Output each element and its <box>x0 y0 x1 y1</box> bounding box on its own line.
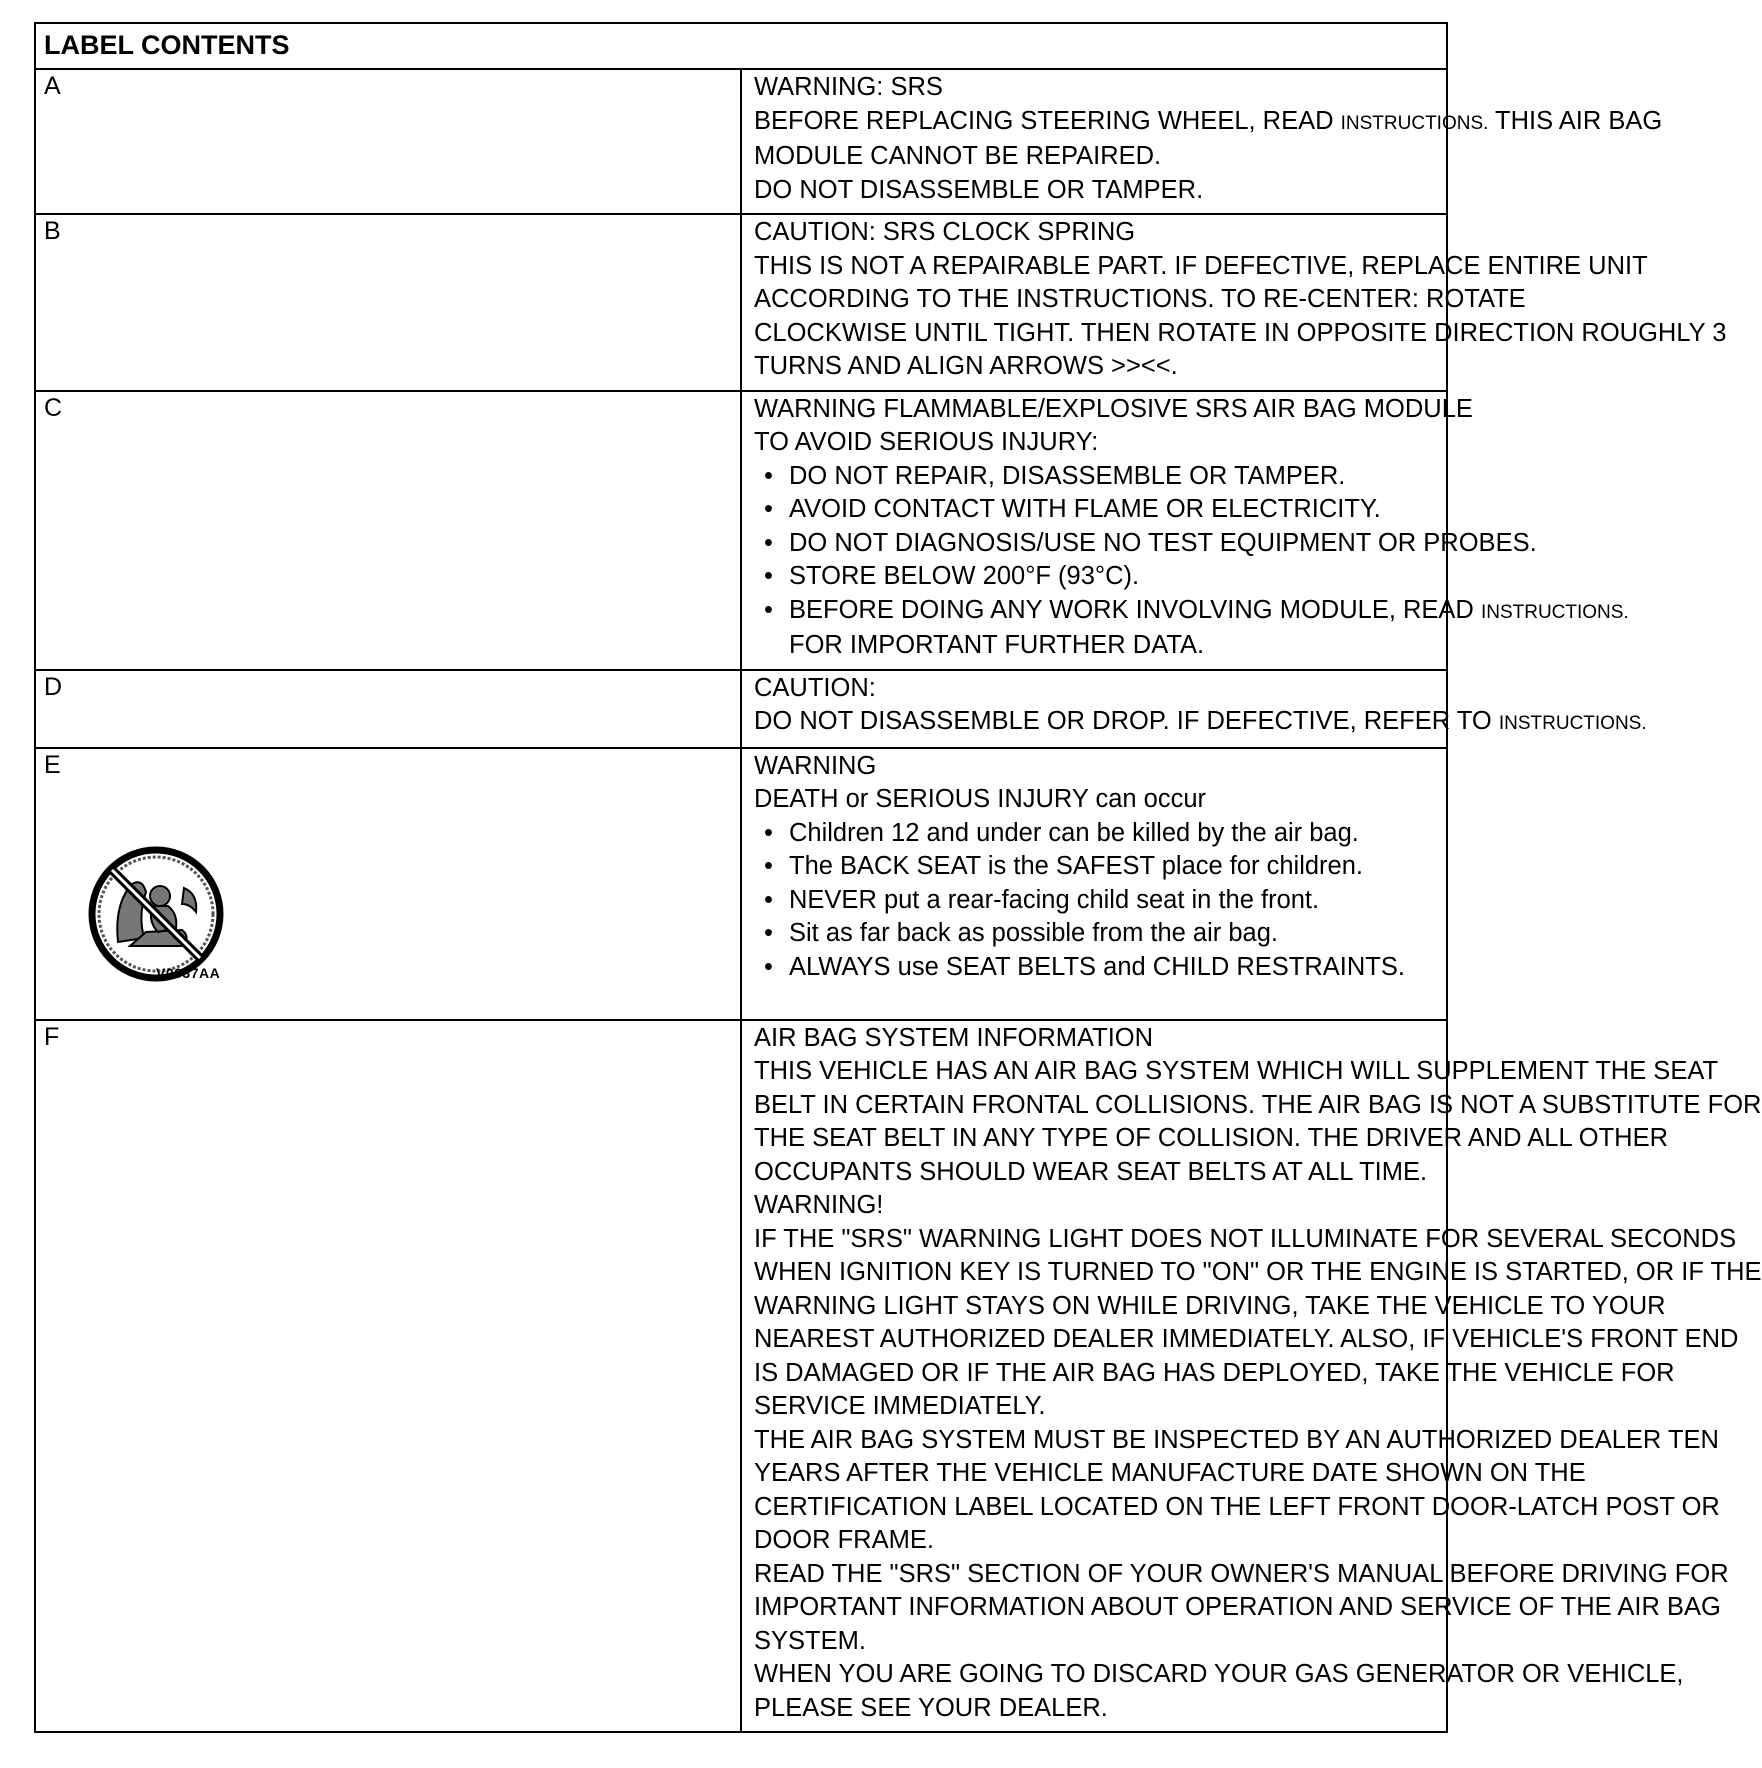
bullet-text <box>789 594 1629 630</box>
label-row-f <box>35 1020 1447 1733</box>
bullet-text: • DO NOT REPAIR, DISASSEMBLE OR TAMPER. <box>789 461 1346 490</box>
row-text <box>741 748 1447 1020</box>
text-line: WHEN IGNITION KEY IS TURNED TO "ON" OR THE ENGINE IS STARTED, OR IF THE <box>754 1258 1762 1286</box>
row-key: E <box>44 750 61 779</box>
text-line: WARNING! <box>754 1191 884 1219</box>
bullet-item <box>754 884 1436 918</box>
bullet-text: • AVOID CONTACT WITH FLAME OR ELECTRICITY. <box>789 495 1381 523</box>
label-contents-table <box>34 22 1762 1733</box>
text-line: PLEASE SEE YOUR DEALER. <box>754 1693 1108 1722</box>
text-line: WARNING LIGHT STAYS ON WHILE DRIVING, TAKE THE VEHICLE TO YOUR <box>754 1291 1666 1320</box>
bullet-item <box>754 917 1436 951</box>
bullet-item <box>754 817 1436 851</box>
label-row-e <box>35 748 1447 1020</box>
bullet-text: • STORE BELOW 200°F (93°C). <box>789 562 1140 590</box>
text-segment: DO NOT DISASSEMBLE OR DROP. IF DEFECTIVE, REFER TO <box>754 707 1499 735</box>
label-contents-document <box>34 22 1762 1733</box>
text-line: IF THE "SRS" WARNING LIGHT DOES NOT ILLUMINATE FOR SEVERAL SECONDS <box>754 1224 1737 1253</box>
bullet-text: • Children 12 and under can be killed by the air bag. <box>789 818 1359 847</box>
row-text <box>741 1020 1762 1733</box>
text-line: CLOCKWISE UNTIL TIGHT. THEN ROTATE IN OPPOSITE DIRECTION ROUGHLY 3 <box>754 318 1727 347</box>
text-line: WARNING FLAMMABLE/EXPLOSIVE SRS AIR BAG MODULE <box>754 394 1473 423</box>
text-segment: BEFORE DOING ANY WORK INVOLVING MODULE, READ <box>789 595 1481 624</box>
label-row-c <box>35 391 1447 670</box>
bullet-text: • DO NOT DIAGNOSIS/USE NO TEST EQUIPMENT OR PROBES. <box>789 528 1537 557</box>
bullet-text: FOR IMPORTANT FURTHER DATA. <box>789 631 1205 659</box>
text-line: THE SEAT BELT IN ANY TYPE OF COLLISION. THE DRIVER AND ALL OTHER <box>754 1124 1669 1152</box>
row-key: D <box>35 670 741 748</box>
text-line: YEARS AFTER THE VEHICLE MANUFACTURE DATE SHOWN ON THE <box>754 1459 1586 1487</box>
instructions-text: INSTRUCTIONS. <box>1480 601 1629 623</box>
row-text <box>741 214 1727 391</box>
text-line: TO AVOID SERIOUS INJURY: <box>754 428 1099 456</box>
text-line: THIS VEHICLE HAS AN AIR BAG SYSTEM WHICH WILL SUPPLEMENT THE SEAT <box>754 1057 1719 1085</box>
text-line: CAUTION: SRS CLOCK SPRING <box>754 218 1136 246</box>
bullet-list <box>754 460 1629 663</box>
bullet-item <box>754 527 1537 561</box>
text-line: DOOR FRAME. <box>754 1526 934 1554</box>
text-line: AIR BAG SYSTEM INFORMATION <box>754 1023 1154 1052</box>
table-header: LABEL CONTENTS <box>35 23 1447 69</box>
bullet-list <box>754 817 1436 985</box>
no-child-seat-icon <box>86 844 226 984</box>
text-line: WARNING <box>754 751 877 780</box>
row-key-with-pictogram <box>35 748 741 1020</box>
text-line: ACCORDING TO THE INSTRUCTIONS. TO RE-CENTER: ROTATE <box>754 285 1526 313</box>
text-line: THE AIR BAG SYSTEM MUST BE INSPECTED BY AN AUTHORIZED DEALER TEN <box>754 1425 1719 1454</box>
bullet-item <box>754 850 1436 884</box>
text-line <box>754 705 1647 741</box>
text-line: BELT IN CERTAIN FRONTAL COLLISIONS. THE AIR BAG IS NOT A SUBSTITUTE FOR <box>754 1090 1762 1119</box>
bullet-item <box>754 951 1436 985</box>
label-row-b <box>35 214 1447 391</box>
text-line <box>754 105 1663 141</box>
row-text <box>741 670 1647 748</box>
bullet-item <box>754 560 1436 594</box>
text-segment: BEFORE REPLACING STEERING WHEEL, READ <box>754 106 1341 135</box>
bullet-text: • NEVER put a rear-facing child seat in the front. <box>789 885 1320 914</box>
text-line: READ THE "SRS" SECTION OF YOUR OWNER'S MANUAL BEFORE DRIVING FOR <box>754 1559 1729 1588</box>
row-text <box>741 69 1663 214</box>
instructions-text: INSTRUCTIONS. <box>1498 713 1647 734</box>
bullet-item <box>754 493 1436 527</box>
text-line: SERVICE IMMEDIATELY. <box>754 1392 1046 1420</box>
text-line: IS DAMAGED OR IF THE AIR BAG HAS DEPLOYED, TAKE THE VEHICLE FOR <box>754 1358 1675 1387</box>
row-key: A <box>35 69 741 214</box>
bullet-text: • Sit as far back as possible from the air bag. <box>789 919 1278 947</box>
text-line: SYSTEM. <box>754 1626 866 1655</box>
label-row-d <box>35 670 1447 748</box>
bullet-item <box>754 460 1436 494</box>
bullet-item <box>754 594 1629 663</box>
table-header-row <box>35 23 1447 69</box>
text-line: WHEN YOU ARE GOING TO DISCARD YOUR GAS GENERATOR OR VEHICLE, <box>754 1660 1684 1688</box>
row-key: B <box>35 214 741 391</box>
text-line: CERTIFICATION LABEL LOCATED ON THE LEFT FRONT DOOR-LATCH POST OR <box>754 1492 1720 1521</box>
text-line: NEAREST AUTHORIZED DEALER IMMEDIATELY. ALSO, IF VEHICLE'S FRONT END <box>754 1325 1739 1353</box>
text-line: TURNS AND ALIGN ARROWS >><<. <box>754 352 1178 380</box>
row-key: F <box>35 1020 741 1733</box>
instructions-text: INSTRUCTIONS. <box>1340 112 1489 134</box>
bullet-text: • ALWAYS use SEAT BELTS and CHILD RESTRAINTS. <box>789 952 1405 981</box>
label-row-a <box>35 69 1447 214</box>
text-line: WARNING: SRS <box>754 73 943 101</box>
text-segment: THIS AIR BAG <box>1488 106 1663 135</box>
text-line: DEATH or SERIOUS INJURY can occur <box>754 785 1207 813</box>
row-key: C <box>35 391 741 670</box>
text-line: CAUTION: <box>754 673 876 702</box>
row-text <box>741 391 1629 670</box>
text-line: IMPORTANT INFORMATION ABOUT OPERATION AND SERVICE OF THE AIR BAG <box>754 1593 1721 1621</box>
text-line: DO NOT DISASSEMBLE OR TAMPER. <box>754 175 1204 204</box>
bullet-text: • The BACK SEAT is the SAFEST place for children. <box>789 852 1363 880</box>
text-line: THIS IS NOT A REPAIRABLE PART. IF DEFECTIVE, REPLACE ENTIRE UNIT <box>754 251 1648 280</box>
image-code: V0037AA <box>156 964 221 981</box>
text-line: MODULE CANNOT BE REPAIRED. <box>754 142 1162 170</box>
text-line: OCCUPANTS SHOULD WEAR SEAT BELTS AT ALL TIME. <box>754 1157 1428 1186</box>
